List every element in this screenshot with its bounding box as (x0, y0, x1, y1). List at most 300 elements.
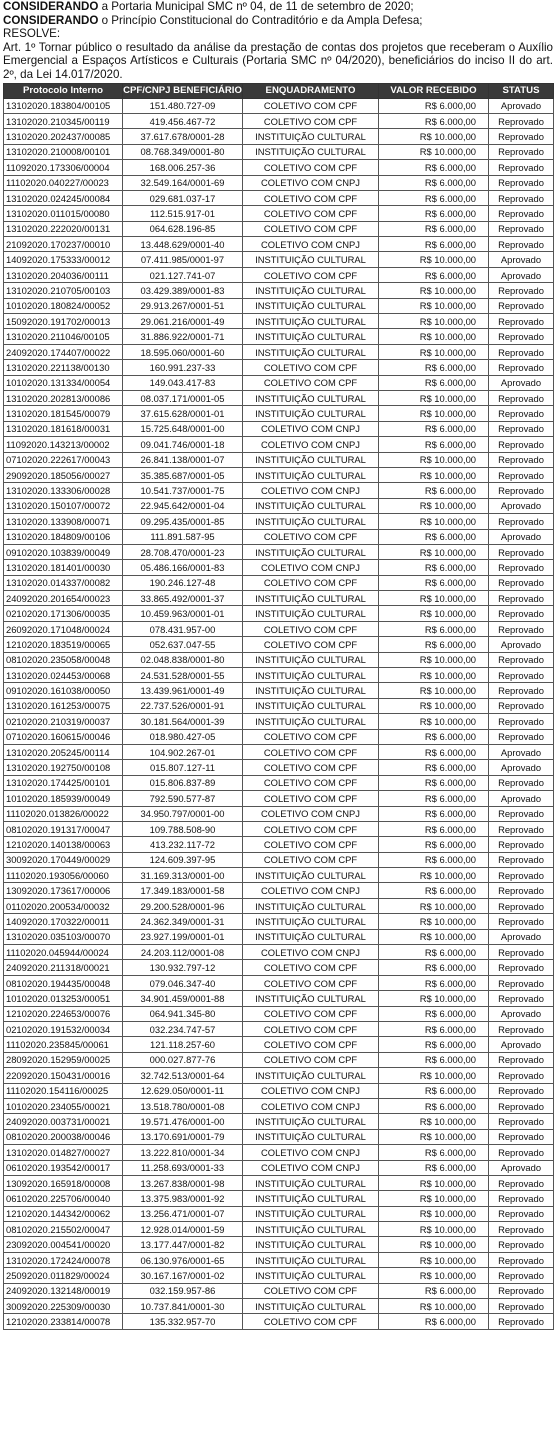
status-cell: Aprovado (489, 375, 554, 390)
valor-cell: R$ 6.000,00 (379, 267, 489, 282)
protocolo-cell: 10102020.185939/00049 (4, 791, 123, 806)
cpf-cnpj-cell: 24.362.349/0001-31 (123, 914, 243, 929)
table-row (4, 483, 554, 498)
table-row (4, 868, 554, 883)
cpf-cnpj-cell: 28.708.470/0001-23 (123, 544, 243, 559)
status-cell: Reprovado (489, 206, 554, 221)
table-row (4, 298, 554, 313)
valor-cell: R$ 10.000,00 (379, 1268, 489, 1283)
cpf-cnpj-cell: 31.886.922/0001-71 (123, 329, 243, 344)
valor-cell: R$ 10.000,00 (379, 1299, 489, 1314)
enquadramento-cell: INSTITUIÇÃO CULTURAL (243, 1191, 379, 1206)
valor-cell: R$ 6.000,00 (379, 1145, 489, 1160)
status-cell: Reprovado (489, 406, 554, 421)
enquadramento-cell: INSTITUIÇÃO CULTURAL (243, 252, 379, 267)
table-row (4, 791, 554, 806)
enquadramento-cell: COLETIVO COM CNPJ (243, 237, 379, 252)
status-cell: Reprovado (489, 714, 554, 729)
enquadramento-cell: COLETIVO COM CNPJ (243, 421, 379, 436)
table-row (4, 560, 554, 575)
enquadramento-cell: COLETIVO COM CPF (243, 221, 379, 236)
table-row (4, 1237, 554, 1252)
status-cell: Reprovado (489, 1314, 554, 1329)
enquadramento-cell: COLETIVO COM CNPJ (243, 1083, 379, 1098)
cpf-cnpj-cell: 130.932.797-12 (123, 960, 243, 975)
valor-cell: R$ 6.000,00 (379, 1022, 489, 1037)
protocolo-cell: 08102020.191317/00047 (4, 821, 123, 836)
cpf-cnpj-cell: 032.234.747-57 (123, 1022, 243, 1037)
enquadramento-cell: COLETIVO COM CPF (243, 575, 379, 590)
resolve-label: RESOLVE: (3, 27, 61, 41)
enquadramento-cell: COLETIVO COM CNPJ (243, 1098, 379, 1113)
enquadramento-cell: INSTITUIÇÃO CULTURAL (243, 898, 379, 913)
valor-cell: R$ 6.000,00 (379, 1098, 489, 1113)
cpf-cnpj-cell: 792.590.577-87 (123, 791, 243, 806)
protocolo-cell: 06102020.225706/00040 (4, 1191, 123, 1206)
table-row (4, 1052, 554, 1067)
enquadramento-cell: COLETIVO COM CNPJ (243, 483, 379, 498)
enquadramento-cell: INSTITUIÇÃO CULTURAL (243, 868, 379, 883)
cpf-cnpj-cell: 05.486.166/0001-83 (123, 560, 243, 575)
cpf-cnpj-cell: 104.902.267-01 (123, 744, 243, 759)
valor-cell: R$ 10.000,00 (379, 1237, 489, 1252)
considerando-2: CONSIDERANDO o Princípio Constitucional do Contraditório e da Ampla Defesa; (3, 13, 423, 27)
enquadramento-cell: INSTITUIÇÃO CULTURAL (243, 390, 379, 405)
enquadramento-cell: COLETIVO COM CPF (243, 760, 379, 775)
cpf-cnpj-cell: 135.332.957-70 (123, 1314, 243, 1329)
valor-cell: R$ 6.000,00 (379, 360, 489, 375)
enquadramento-cell: INSTITUIÇÃO CULTURAL (243, 1129, 379, 1144)
cpf-cnpj-cell: 07.411.985/0001-97 (123, 252, 243, 267)
valor-cell: R$ 6.000,00 (379, 960, 489, 975)
status-cell: Aprovado (489, 267, 554, 282)
table-row (4, 144, 554, 159)
valor-cell: R$ 6.000,00 (379, 775, 489, 790)
enquadramento-cell: COLETIVO COM CPF (243, 113, 379, 128)
protocolo-cell: 12102020.183519/00065 (4, 637, 123, 652)
valor-cell: R$ 6.000,00 (379, 560, 489, 575)
protocolo-cell: 12102020.144342/00062 (4, 1206, 123, 1221)
table-row (4, 421, 554, 436)
valor-cell: R$ 10.000,00 (379, 1222, 489, 1237)
results-table (3, 83, 554, 1330)
status-cell: Reprovado (489, 775, 554, 790)
protocolo-cell: 24092020.003731/00021 (4, 1114, 123, 1129)
enquadramento-cell: INSTITUIÇÃO CULTURAL (243, 591, 379, 606)
table-header-row (4, 83, 554, 98)
enquadramento-cell: COLETIVO COM CPF (243, 375, 379, 390)
protocolo-cell: 13092020.165918/00008 (4, 1175, 123, 1190)
enquadramento-cell: INSTITUIÇÃO CULTURAL (243, 314, 379, 329)
table-row (4, 390, 554, 405)
protocolo-cell: 22092020.150431/00016 (4, 1068, 123, 1083)
protocolo-cell: 09102020.161038/00050 (4, 683, 123, 698)
protocolo-cell: 13102020.192750/00108 (4, 760, 123, 775)
status-cell: Aprovado (489, 637, 554, 652)
protocolo-cell: 15092020.191702/00013 (4, 314, 123, 329)
status-cell: Reprovado (489, 298, 554, 313)
cpf-cnpj-cell: 03.429.389/0001-83 (123, 283, 243, 298)
cpf-cnpj-cell: 22.945.642/0001-04 (123, 498, 243, 513)
status-cell: Reprovado (489, 575, 554, 590)
protocolo-cell: 13102020.210008/00101 (4, 144, 123, 159)
table-row (4, 221, 554, 236)
status-cell: Reprovado (489, 314, 554, 329)
protocolo-cell: 13102020.204036/00111 (4, 267, 123, 282)
valor-cell: R$ 10.000,00 (379, 914, 489, 929)
valor-cell: R$ 10.000,00 (379, 129, 489, 144)
enquadramento-cell: INSTITUIÇÃO CULTURAL (243, 467, 379, 482)
protocolo-cell: 13102020.184809/00106 (4, 529, 123, 544)
table-row (4, 375, 554, 390)
enquadramento-cell: COLETIVO COM CPF (243, 1314, 379, 1329)
status-cell: Reprovado (489, 1175, 554, 1190)
cpf-cnpj-cell: 29.200.528/0001-96 (123, 898, 243, 913)
cpf-cnpj-cell: 29.913.267/0001-51 (123, 298, 243, 313)
status-cell: Reprovado (489, 1191, 554, 1206)
cpf-cnpj-cell: 112.515.917-01 (123, 206, 243, 221)
protocolo-cell: 30092020.225309/00030 (4, 1299, 123, 1314)
enquadramento-cell: COLETIVO COM CPF (243, 190, 379, 205)
table-row (4, 698, 554, 713)
cpf-cnpj-cell: 021.127.741-07 (123, 267, 243, 282)
enquadramento-cell: INSTITUIÇÃO CULTURAL (243, 1237, 379, 1252)
table-row (4, 668, 554, 683)
valor-cell: R$ 10.000,00 (379, 714, 489, 729)
enquadramento-cell: COLETIVO COM CPF (243, 1037, 379, 1052)
cpf-cnpj-cell: 064.941.345-80 (123, 1006, 243, 1021)
status-cell: Reprovado (489, 914, 554, 929)
status-cell: Reprovado (489, 421, 554, 436)
table-row (4, 452, 554, 467)
enquadramento-cell: COLETIVO COM CPF (243, 621, 379, 636)
table-row (4, 991, 554, 1006)
status-cell: Reprovado (489, 1206, 554, 1221)
table-row (4, 1191, 554, 1206)
protocolo-cell: 13102020.161253/00075 (4, 698, 123, 713)
protocolo-cell: 08102020.235058/00048 (4, 652, 123, 667)
cpf-cnpj-cell: 17.349.183/0001-58 (123, 883, 243, 898)
status-cell: Reprovado (489, 1237, 554, 1252)
status-cell: Reprovado (489, 852, 554, 867)
protocolo-cell: 10102020.234055/00021 (4, 1098, 123, 1113)
status-cell: Reprovado (489, 329, 554, 344)
status-cell: Reprovado (489, 437, 554, 452)
valor-cell: R$ 10.000,00 (379, 683, 489, 698)
status-cell: Reprovado (489, 591, 554, 606)
cpf-cnpj-cell: 31.169.313/0001-00 (123, 868, 243, 883)
cpf-cnpj-cell: 37.615.628/0001-01 (123, 406, 243, 421)
table-row (4, 852, 554, 867)
status-cell: Reprovado (489, 514, 554, 529)
protocolo-cell: 02102020.171306/00035 (4, 606, 123, 621)
protocolo-cell: 29092020.185056/00027 (4, 467, 123, 482)
protocolo-cell: 12102020.233814/00078 (4, 1314, 123, 1329)
table-row (4, 775, 554, 790)
protocolo-cell: 11102020.154116/00025 (4, 1083, 123, 1098)
table-row (4, 1252, 554, 1267)
enquadramento-cell: COLETIVO COM CNPJ (243, 560, 379, 575)
cpf-cnpj-cell: 30.167.167/0001-02 (123, 1268, 243, 1283)
enquadramento-cell: INSTITUIÇÃO CULTURAL (243, 1206, 379, 1221)
valor-cell: R$ 6.000,00 (379, 375, 489, 390)
cpf-cnpj-cell: 08.037.171/0001-05 (123, 390, 243, 405)
table-row (4, 683, 554, 698)
status-cell: Reprovado (489, 1129, 554, 1144)
cpf-cnpj-cell: 24.203.112/0001-08 (123, 945, 243, 960)
protocolo-cell: 02102020.210319/00037 (4, 714, 123, 729)
protocolo-cell: 09102020.103839/00049 (4, 544, 123, 559)
status-cell: Aprovado (489, 1160, 554, 1175)
status-cell: Reprovado (489, 821, 554, 836)
status-cell: Aprovado (489, 744, 554, 759)
valor-cell: R$ 10.000,00 (379, 929, 489, 944)
table-row (4, 1098, 554, 1113)
cpf-cnpj-cell: 078.431.957-00 (123, 621, 243, 636)
valor-cell: R$ 10.000,00 (379, 467, 489, 482)
status-cell: Reprovado (489, 544, 554, 559)
table-row (4, 714, 554, 729)
enquadramento-cell: COLETIVO COM CPF (243, 1052, 379, 1067)
table-row (4, 237, 554, 252)
valor-cell: R$ 10.000,00 (379, 514, 489, 529)
protocolo-cell: 07102020.222617/00043 (4, 452, 123, 467)
protocolo-cell: 13102020.174425/00101 (4, 775, 123, 790)
status-cell: Reprovado (489, 344, 554, 359)
valor-cell: R$ 10.000,00 (379, 1129, 489, 1144)
cpf-cnpj-cell: 052.637.047-55 (123, 637, 243, 652)
valor-cell: R$ 10.000,00 (379, 344, 489, 359)
cpf-cnpj-cell: 08.768.349/0001-80 (123, 144, 243, 159)
cpf-cnpj-cell: 13.518.780/0001-08 (123, 1098, 243, 1113)
valor-cell: R$ 6.000,00 (379, 1314, 489, 1329)
protocolo-cell: 11092020.173306/00004 (4, 160, 123, 175)
protocolo-cell: 11102020.235845/00061 (4, 1037, 123, 1052)
cpf-cnpj-cell: 09.041.746/0001-18 (123, 437, 243, 452)
protocolo-cell: 12102020.140138/00063 (4, 837, 123, 852)
status-cell: Reprovado (489, 283, 554, 298)
enquadramento-cell: INSTITUIÇÃO CULTURAL (243, 452, 379, 467)
header-valor: VALOR RECEBIDO (379, 83, 489, 98)
valor-cell: R$ 10.000,00 (379, 606, 489, 621)
protocolo-cell: 21092020.170237/00010 (4, 237, 123, 252)
status-cell: Reprovado (489, 1022, 554, 1037)
table-row (4, 914, 554, 929)
table-row (4, 406, 554, 421)
cpf-cnpj-cell: 10.459.963/0001-01 (123, 606, 243, 621)
protocolo-cell: 13102020.181545/00079 (4, 406, 123, 421)
protocolo-cell: 13102020.133306/00028 (4, 483, 123, 498)
cpf-cnpj-cell: 13.375.983/0001-92 (123, 1191, 243, 1206)
table-row (4, 514, 554, 529)
enquadramento-cell: INSTITUIÇÃO CULTURAL (243, 698, 379, 713)
table-row (4, 544, 554, 559)
enquadramento-cell: INSTITUIÇÃO CULTURAL (243, 514, 379, 529)
status-cell: Reprovado (489, 190, 554, 205)
protocolo-cell: 07102020.160615/00046 (4, 729, 123, 744)
protocolo-cell: 30092020.170449/00029 (4, 852, 123, 867)
valor-cell: R$ 6.000,00 (379, 729, 489, 744)
cpf-cnpj-cell: 064.628.196-85 (123, 221, 243, 236)
valor-cell: R$ 10.000,00 (379, 544, 489, 559)
table-row (4, 160, 554, 175)
valor-cell: R$ 6.000,00 (379, 575, 489, 590)
valor-cell: R$ 10.000,00 (379, 1175, 489, 1190)
header-enquadramento: ENQUADRAMENTO (243, 83, 379, 98)
table-row (4, 283, 554, 298)
cpf-cnpj-cell: 18.595.060/0001-60 (123, 344, 243, 359)
enquadramento-cell: INSTITUIÇÃO CULTURAL (243, 991, 379, 1006)
valor-cell: R$ 10.000,00 (379, 898, 489, 913)
valor-cell: R$ 10.000,00 (379, 1252, 489, 1267)
intro-text (3, 0, 553, 82)
enquadramento-cell: COLETIVO COM CPF (243, 1006, 379, 1021)
cpf-cnpj-cell: 13.267.838/0001-98 (123, 1175, 243, 1190)
cpf-cnpj-cell: 079.046.347-40 (123, 975, 243, 990)
valor-cell: R$ 10.000,00 (379, 314, 489, 329)
enquadramento-cell: INSTITUIÇÃO CULTURAL (243, 652, 379, 667)
status-cell: Reprovado (489, 1145, 554, 1160)
valor-cell: R$ 6.000,00 (379, 975, 489, 990)
protocolo-cell: 02102020.191532/00034 (4, 1022, 123, 1037)
table-row (4, 360, 554, 375)
valor-cell: R$ 10.000,00 (379, 1068, 489, 1083)
cpf-cnpj-cell: 029.681.037-17 (123, 190, 243, 205)
header-protocolo: Protocolo Interno (4, 83, 123, 98)
valor-cell: R$ 6.000,00 (379, 160, 489, 175)
table-row (4, 898, 554, 913)
status-cell: Reprovado (489, 1083, 554, 1098)
status-cell: Aprovado (489, 252, 554, 267)
protocolo-cell: 24092020.174407/00022 (4, 344, 123, 359)
table-row (4, 314, 554, 329)
enquadramento-cell: INSTITUIÇÃO CULTURAL (243, 406, 379, 421)
table-row (4, 806, 554, 821)
status-cell: Reprovado (489, 175, 554, 190)
enquadramento-cell: COLETIVO COM CPF (243, 837, 379, 852)
enquadramento-cell: COLETIVO COM CPF (243, 975, 379, 990)
table-row (4, 1283, 554, 1298)
protocolo-cell: 13092020.173617/00006 (4, 883, 123, 898)
table-row (4, 113, 554, 128)
table-row (4, 206, 554, 221)
valor-cell: R$ 6.000,00 (379, 744, 489, 759)
enquadramento-cell: COLETIVO COM CNPJ (243, 883, 379, 898)
enquadramento-cell: INSTITUIÇÃO CULTURAL (243, 544, 379, 559)
table-row (4, 1314, 554, 1329)
enquadramento-cell: COLETIVO COM CNPJ (243, 1145, 379, 1160)
enquadramento-cell: INSTITUIÇÃO CULTURAL (243, 283, 379, 298)
status-cell: Reprovado (489, 945, 554, 960)
valor-cell: R$ 6.000,00 (379, 1006, 489, 1021)
protocolo-cell: 08102020.215502/00047 (4, 1222, 123, 1237)
valor-cell: R$ 10.000,00 (379, 452, 489, 467)
cpf-cnpj-cell: 13.256.471/0001-07 (123, 1206, 243, 1221)
enquadramento-cell: COLETIVO COM CNPJ (243, 175, 379, 190)
cpf-cnpj-cell: 13.177.447/0001-82 (123, 1237, 243, 1252)
protocolo-cell: 11092020.143213/00002 (4, 437, 123, 452)
considerando-1: CONSIDERANDO a Portaria Municipal SMC nº 04, de 11 de setembro de 2020; (3, 0, 414, 13)
status-cell: Aprovado (489, 1037, 554, 1052)
table-row (4, 344, 554, 359)
protocolo-cell: 10102020.131334/00054 (4, 375, 123, 390)
protocolo-cell: 06102020.193542/00017 (4, 1160, 123, 1175)
cpf-cnpj-cell: 419.456.467-72 (123, 113, 243, 128)
cpf-cnpj-cell: 160.991.237-33 (123, 360, 243, 375)
enquadramento-cell: COLETIVO COM CPF (243, 821, 379, 836)
cpf-cnpj-cell: 12.629.050/0001-11 (123, 1083, 243, 1098)
protocolo-cell: 28092020.152959/00025 (4, 1052, 123, 1067)
valor-cell: R$ 6.000,00 (379, 791, 489, 806)
protocolo-cell: 13102020.150107/00072 (4, 498, 123, 513)
protocolo-cell: 25092020.011829/00024 (4, 1268, 123, 1283)
table-row (4, 1022, 554, 1037)
status-cell: Aprovado (489, 529, 554, 544)
enquadramento-cell: COLETIVO COM CPF (243, 744, 379, 759)
table-row (4, 652, 554, 667)
protocolo-cell: 13102020.035103/00070 (4, 929, 123, 944)
protocolo-cell: 13102020.014827/00027 (4, 1145, 123, 1160)
valor-cell: R$ 6.000,00 (379, 1052, 489, 1067)
status-cell: Reprovado (489, 1252, 554, 1267)
status-cell: Aprovado (489, 498, 554, 513)
status-cell: Reprovado (489, 898, 554, 913)
table-row (4, 1222, 554, 1237)
status-cell: Reprovado (489, 1222, 554, 1237)
status-cell: Reprovado (489, 837, 554, 852)
protocolo-cell: 13102020.202813/00086 (4, 390, 123, 405)
valor-cell: R$ 6.000,00 (379, 945, 489, 960)
cpf-cnpj-cell: 32.549.164/0001-69 (123, 175, 243, 190)
valor-cell: R$ 6.000,00 (379, 637, 489, 652)
table-row (4, 467, 554, 482)
cpf-cnpj-cell: 23.927.199/0001-01 (123, 929, 243, 944)
enquadramento-cell: INSTITUIÇÃO CULTURAL (243, 1175, 379, 1190)
cpf-cnpj-cell: 151.480.727-09 (123, 98, 243, 113)
cpf-cnpj-cell: 032.159.957-86 (123, 1283, 243, 1298)
valor-cell: R$ 10.000,00 (379, 668, 489, 683)
cpf-cnpj-cell: 015.807.127-11 (123, 760, 243, 775)
cpf-cnpj-cell: 34.901.459/0001-88 (123, 991, 243, 1006)
protocolo-cell: 13102020.222020/00131 (4, 221, 123, 236)
table-row (4, 1206, 554, 1221)
protocolo-cell: 13102020.202437/00085 (4, 129, 123, 144)
cpf-cnpj-cell: 111.891.587-95 (123, 529, 243, 544)
valor-cell: R$ 10.000,00 (379, 298, 489, 313)
valor-cell: R$ 6.000,00 (379, 113, 489, 128)
cpf-cnpj-cell: 35.385.687/0001-05 (123, 467, 243, 482)
enquadramento-cell: INSTITUIÇÃO CULTURAL (243, 606, 379, 621)
status-cell: Reprovado (489, 991, 554, 1006)
cpf-cnpj-cell: 19.571.476/0001-00 (123, 1114, 243, 1129)
enquadramento-cell: INSTITUIÇÃO CULTURAL (243, 1222, 379, 1237)
valor-cell: R$ 10.000,00 (379, 329, 489, 344)
protocolo-cell: 11102020.045944/00024 (4, 945, 123, 960)
enquadramento-cell: COLETIVO COM CPF (243, 637, 379, 652)
enquadramento-cell: INSTITUIÇÃO CULTURAL (243, 914, 379, 929)
cpf-cnpj-cell: 10.541.737/0001-75 (123, 483, 243, 498)
status-cell: Reprovado (489, 390, 554, 405)
valor-cell: R$ 10.000,00 (379, 698, 489, 713)
valor-cell: R$ 10.000,00 (379, 390, 489, 405)
valor-cell: R$ 6.000,00 (379, 852, 489, 867)
status-cell: Reprovado (489, 729, 554, 744)
protocolo-cell: 23092020.004541/00020 (4, 1237, 123, 1252)
enquadramento-cell: COLETIVO COM CPF (243, 1283, 379, 1298)
status-cell: Reprovado (489, 975, 554, 990)
table-row (4, 498, 554, 513)
cpf-cnpj-cell: 124.609.397-95 (123, 852, 243, 867)
